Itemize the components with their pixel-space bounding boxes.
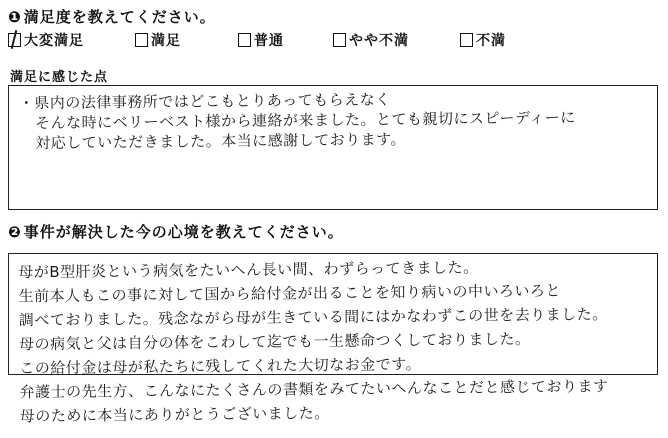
option-somewhat-dissatisfied[interactable] (333, 30, 460, 50)
satisfied-points-label: 満足に感じた点 (10, 69, 109, 84)
handwritten-line: ・県内の法律事務所ではどこもとりあってもらえなく (18, 90, 391, 113)
option-label: 不満 (476, 32, 506, 48)
option-label: 満足 (151, 32, 181, 48)
option-normal[interactable] (238, 30, 333, 50)
handwritten-line: 調べておりました。残念ながら母が生きている間にはかなわずこの世を去りました。 (18, 305, 608, 330)
option-label: 大変満足 (24, 32, 84, 48)
question2-number: ❷ (8, 224, 22, 241)
satisfaction-options (8, 30, 660, 50)
checkbox-satisfied[interactable] (135, 33, 148, 47)
question2-heading (8, 221, 344, 242)
option-very-satisfied[interactable] (8, 30, 135, 50)
handwritten-line: そんな時にベリーベスト様から連絡が来ました。とても親切にスピーディーに (34, 108, 576, 133)
question2-title: 事件が解決した今の心境を教えてください。 (23, 224, 344, 241)
option-label: 普通 (254, 32, 284, 48)
option-label: やや不満 (349, 32, 409, 48)
handwritten-line: 母のために本当にありがとうございました。 (19, 404, 330, 426)
option-satisfied[interactable] (135, 30, 238, 50)
current-feelings-box (8, 253, 658, 426)
handwritten-line: この給付金は母が私たちに残してくれた大切なお金です。 (19, 355, 422, 378)
checkbox-normal[interactable] (238, 33, 251, 47)
handwritten-answer-q1 (19, 87, 650, 154)
handwritten-line: 母がB型肝炎という病気をたいへん長い間、わずらってきました。 (18, 258, 479, 282)
handwritten-answer-q2 (18, 254, 650, 429)
handwritten-line: 対応していただきました。本当に感謝しております。 (35, 130, 407, 153)
handwritten-line: 弁護士の先生方、こんなにたくさんの書類をみてたいへんなことだと感じております (19, 377, 609, 402)
satisfied-points-box (8, 85, 658, 210)
checkbox-dissatisfied[interactable] (460, 33, 473, 47)
question1-heading (8, 6, 216, 27)
check-mark (11, 30, 18, 49)
question1-title: 満足度を教えてください。 (23, 9, 216, 26)
option-dissatisfied[interactable] (460, 30, 506, 50)
question1-number: ❶ (8, 9, 22, 26)
handwritten-line: 生前本人もこの事に対して国から給付金が出ることを知り病いの中いろいろと (18, 281, 562, 306)
handwritten-line: 母の病気と父は自分の体をこわして迄でも一生懸命つくしておりました。 (18, 329, 531, 354)
checkbox-very-satisfied[interactable] (8, 33, 21, 47)
checkbox-somewhat-dissatisfied[interactable] (333, 33, 346, 47)
